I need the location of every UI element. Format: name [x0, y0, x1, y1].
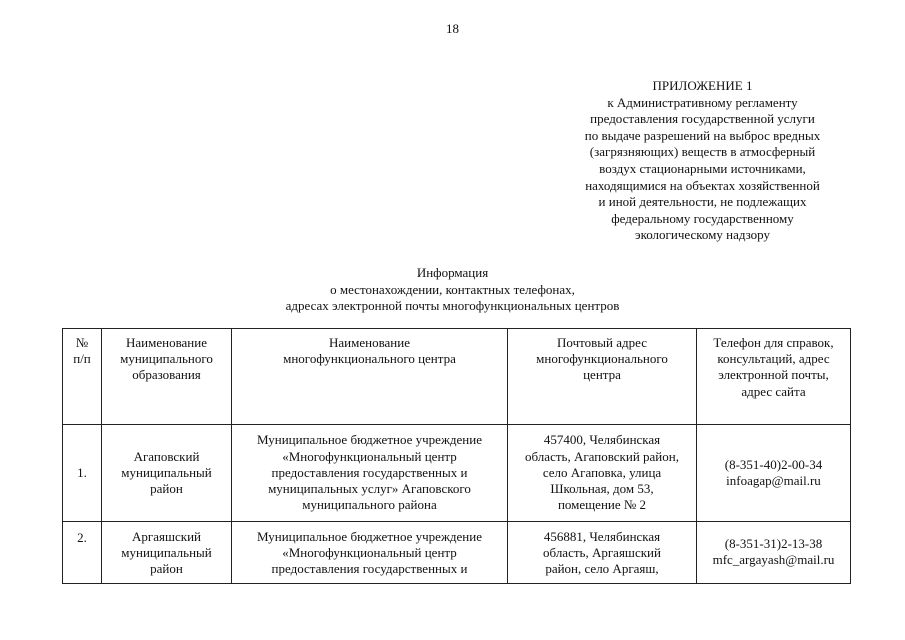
- address-cell: 456881, Челябинская область, Аргаяшский район, село Аргаяш,: [508, 522, 697, 584]
- header-num: № п/п: [63, 329, 102, 425]
- appendix-line: воздух стационарными источниками,: [599, 160, 806, 176]
- info-title: [180, 265, 725, 315]
- appendix-line: находящимися на объектах хозяйственной: [585, 177, 820, 193]
- table-header-row: [63, 329, 851, 425]
- center-cell: Муниципальное бюджетное учреждение «Многофункциональный центр предоставления государственных и: [232, 522, 508, 584]
- header-phone: Телефон для справок, консультаций, адрес электронной почты, адрес сайта: [697, 329, 851, 425]
- appendix-caption: [545, 78, 860, 244]
- row-number: 2.: [63, 522, 102, 584]
- appendix-line: к Административному регламенту: [607, 94, 798, 110]
- municipality-cell: Агаповский муниципальный район: [102, 425, 232, 522]
- info-title-line: Информация: [416, 265, 489, 280]
- info-title-line: адресах электронной почты многофункциональных центров: [285, 298, 620, 313]
- appendix-line: по выдаче разрешений на выброс вредных: [584, 127, 821, 143]
- table-row: [63, 522, 851, 584]
- municipality-cell: Аргаяшский муниципальный район: [102, 522, 232, 584]
- header-municipality: Наименование муниципального образования: [102, 329, 232, 425]
- appendix-line: ПРИЛОЖЕНИЕ 1: [652, 78, 753, 93]
- mfc-table: [62, 328, 851, 584]
- phone-cell: (8-351-31)2-13-38 mfc_argayash@mail.ru: [697, 522, 851, 584]
- table-row: [63, 425, 851, 522]
- appendix-line: предоставления государственной услуги: [590, 111, 815, 127]
- header-center: Наименование многофункционального центра: [232, 329, 508, 425]
- info-title-line: о местонахождении, контактных телефонах,: [330, 281, 575, 297]
- appendix-line: и иной деятельности, не подлежащих: [598, 194, 807, 210]
- appendix-line: федеральному государственному: [611, 210, 794, 226]
- appendix-line: экологическому надзору: [634, 227, 770, 243]
- phone-cell: (8-351-40)2-00-34 infoagap@mail.ru: [697, 425, 851, 522]
- header-address: Почтовый адрес многофункционального центра: [508, 329, 697, 425]
- appendix-line: (загрязняющих) веществ в атмосферный: [589, 144, 816, 160]
- row-number: 1.: [63, 425, 102, 522]
- address-cell: 457400, Челябинская область, Агаповский район, село Агаповка, улица Школьная, дом 53, помещение № 2: [508, 425, 697, 522]
- center-cell: Муниципальное бюджетное учреждение «Многофункциональный центр предоставления государственных и муниципальных услуг» Агаповского муниципального района: [232, 425, 508, 522]
- page-number: 18: [446, 21, 459, 36]
